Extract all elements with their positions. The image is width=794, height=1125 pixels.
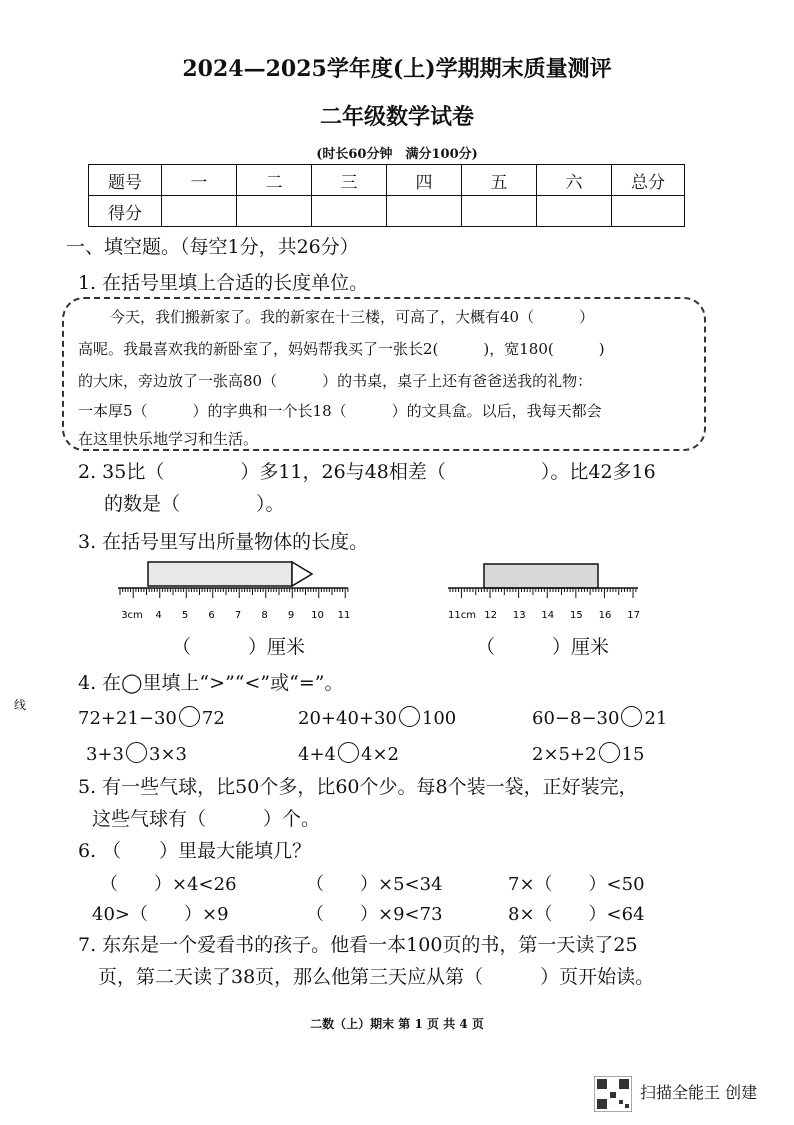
ruler-tick-label: 3cm	[121, 610, 143, 621]
story-line: 今天，我们搬新家了。我的新家在十三楼，可高了，大概有40（ ）	[110, 308, 595, 326]
compare-right: 100	[421, 708, 457, 729]
compare-item	[298, 706, 456, 729]
score-table	[88, 164, 685, 227]
question-7-line: 7. 东东是一个爱看书的孩子。他看一本100页的书，第一天读了25	[78, 934, 638, 956]
compare-right: 3×3	[149, 744, 187, 765]
exam-title: 2024—2025学年度(上)学期期末质量测评	[182, 56, 612, 82]
fill-item: 7×（ ）<50	[508, 874, 645, 895]
compare-right: 21	[644, 708, 668, 729]
story-line: 的大床，旁边放了一张高80（ ）的书桌，桌子上还有爸爸送我的礼物：	[78, 372, 593, 390]
fill-item: 40>（ ）×9	[92, 904, 229, 925]
question-2-line: 的数是（ ）。	[104, 493, 285, 515]
score-table-cell: 得分	[89, 196, 162, 227]
score-entry-cell[interactable]	[312, 196, 387, 227]
compare-item	[78, 706, 225, 729]
compare-right: 4×2	[361, 744, 399, 765]
story-line: 高呢。我最喜欢我的新卧室了，妈妈帮我买了一张长2( )，宽180( )	[78, 340, 605, 358]
score-table-cell: 二	[237, 165, 312, 196]
question-7-line: 页，第二天读了38页，那么他第三天应从第（ ）页开始读。	[98, 966, 655, 988]
score-entry-cell[interactable]	[387, 196, 462, 227]
ruler-right-answer: （ ）厘米	[476, 636, 610, 658]
score-table-header-row	[89, 165, 685, 196]
score-table-cell: 一	[162, 165, 237, 196]
score-entry-cell[interactable]	[537, 196, 612, 227]
compare-left: 72+21−30	[78, 708, 177, 729]
question-2-line: 2. 35比（ ）多11，26与48相差（ ）。比42多16	[78, 461, 656, 483]
qr-code-icon	[594, 1076, 632, 1112]
ruler-tick-label: 13	[512, 610, 526, 621]
fill-item: （ ）×5<34	[306, 874, 443, 895]
score-entry-cell[interactable]	[462, 196, 537, 227]
score-entry-cell[interactable]	[162, 196, 237, 227]
compare-item	[86, 742, 187, 765]
ruler-tick-label: 17	[627, 610, 640, 621]
ruler-tick-label: 16	[598, 610, 612, 621]
ruler-tick-label: 6	[208, 610, 215, 621]
ruler-tick-label: 4	[155, 610, 162, 621]
ruler-tick-label: 12	[484, 610, 497, 621]
question-3-prompt: 3. 在括号里写出所量物体的长度。	[78, 531, 369, 553]
section-title: 一、填空题。（每空1分，共26分）	[66, 236, 359, 258]
score-table-cell: 四	[387, 165, 462, 196]
ruler-tick-label: 5	[181, 610, 189, 621]
ruler-tick-label: 11	[337, 610, 351, 621]
score-table-score-row	[89, 196, 685, 227]
story-line: 在这里快乐地学习和生活。	[78, 430, 259, 448]
story-line: 一本厚5（ ）的字典和一个长18（ ）的文具盒。以后，我每天都会	[78, 402, 602, 420]
compare-item	[532, 742, 644, 765]
score-entry-cell[interactable]	[612, 196, 685, 227]
score-table-cell: 五	[462, 165, 537, 196]
ruler-tick-label: 14	[541, 610, 555, 621]
score-entry-cell[interactable]	[237, 196, 312, 227]
compare-circle[interactable]	[179, 706, 200, 727]
question-4-prompt: 4. 在◯里填上“>”“<”或“=”。	[78, 672, 344, 694]
compare-circle[interactable]	[621, 706, 642, 727]
compare-left: 60−8−30	[532, 708, 620, 729]
fill-item: （ ）×9<73	[306, 904, 443, 925]
compare-circle[interactable]	[399, 706, 420, 727]
ruler-tick-label: 11cm	[448, 610, 476, 621]
ruler-ticks	[120, 588, 348, 598]
compare-left: 20+40+30	[298, 708, 397, 729]
compare-item	[532, 706, 667, 729]
ruler-tick-label: 9	[287, 610, 295, 621]
fill-item: （ ）×4<26	[100, 874, 237, 895]
pencil-body	[148, 562, 292, 586]
ruler-tick-label: 15	[570, 610, 583, 621]
exam-subtitle: 二年级数学试卷	[319, 104, 474, 130]
compare-circle[interactable]	[338, 742, 359, 763]
binding-line-mark: 线	[14, 698, 27, 712]
compare-right: 15	[621, 744, 645, 765]
pencil-tip	[292, 562, 312, 586]
score-table-cell: 六	[537, 165, 612, 196]
ruler-left	[118, 556, 358, 626]
compare-circle[interactable]	[599, 742, 620, 763]
ruler-ticks	[450, 588, 636, 598]
ruler-labels	[121, 610, 350, 621]
ruler-left-answer: （ ）厘米	[172, 636, 306, 658]
ruler-tick-label: 7	[234, 610, 242, 621]
compare-right: 72	[201, 708, 225, 729]
compare-left: 2×5+2	[532, 744, 597, 765]
ruler-tick-label: 10	[311, 610, 324, 621]
scanner-watermark: 扫描全能王 创建	[640, 1083, 758, 1102]
score-table-cell: 题号	[89, 165, 162, 196]
ruler-labels	[448, 610, 640, 621]
ruler-tick-label: 8	[261, 610, 268, 621]
question-1-prompt: 1. 在括号里填上合适的长度单位。	[78, 272, 369, 294]
exam-meta: (时长60分钟 满分100分)	[316, 147, 478, 162]
fill-item: 8×（ ）<64	[508, 904, 645, 925]
score-table-cell: 三	[312, 165, 387, 196]
compare-left: 3+3	[86, 744, 124, 765]
measured-block	[484, 564, 598, 588]
score-table-cell: 总分	[612, 165, 685, 196]
page-footer: 二数（上）期末 第 1 页 共 4 页	[310, 1017, 484, 1031]
question-5-line: 5. 有一些气球，比50个多，比60个少。每8个装一袋，正好装完，	[78, 776, 638, 798]
compare-item	[298, 742, 399, 765]
ruler-right	[448, 556, 648, 626]
question-5-line: 这些气球有（ ）个。	[92, 808, 321, 830]
compare-left: 4+4	[298, 744, 336, 765]
question-6-prompt: 6. （ ）里最大能填几？	[78, 840, 312, 862]
compare-circle[interactable]	[126, 742, 147, 763]
